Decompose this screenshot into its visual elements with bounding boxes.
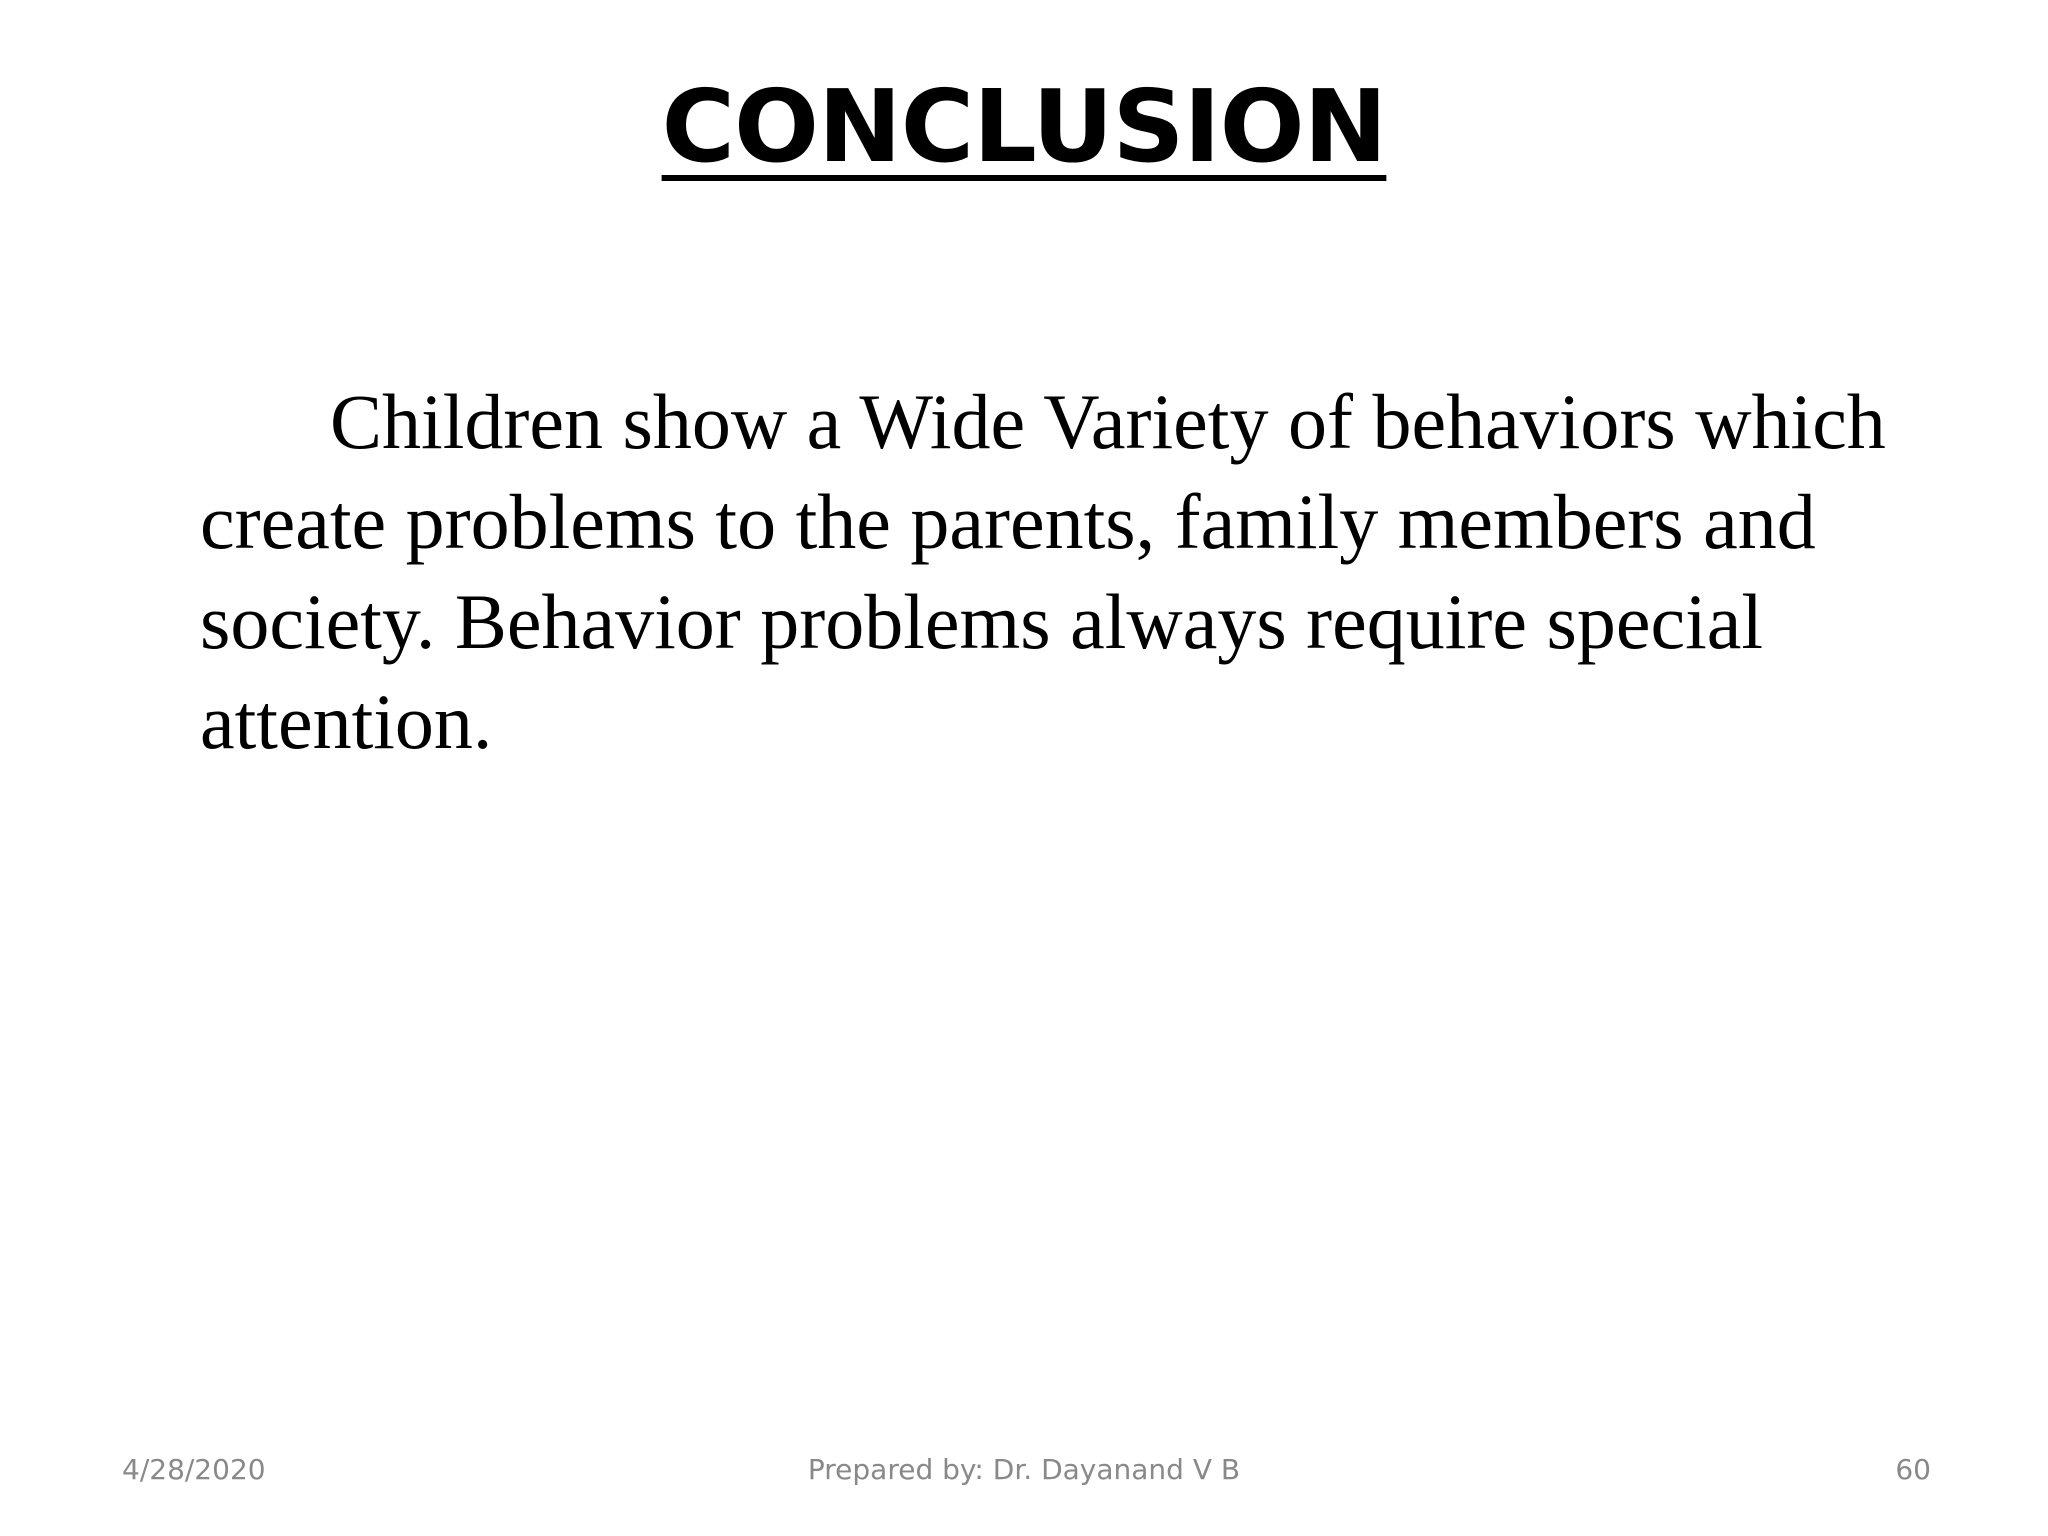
slide-title: CONCLUSION xyxy=(661,68,1387,185)
footer-author: Prepared by: Dr. Dayanand V B xyxy=(807,1453,1241,1486)
footer-page-number: 60 xyxy=(1895,1453,1931,1486)
slide-body-text: Children show a Wide Variety of behaviors which create problems to the parents, family members and society. Behavior problems always require special attention. xyxy=(200,378,1886,765)
footer-date: 4/28/2020 xyxy=(122,1453,266,1486)
